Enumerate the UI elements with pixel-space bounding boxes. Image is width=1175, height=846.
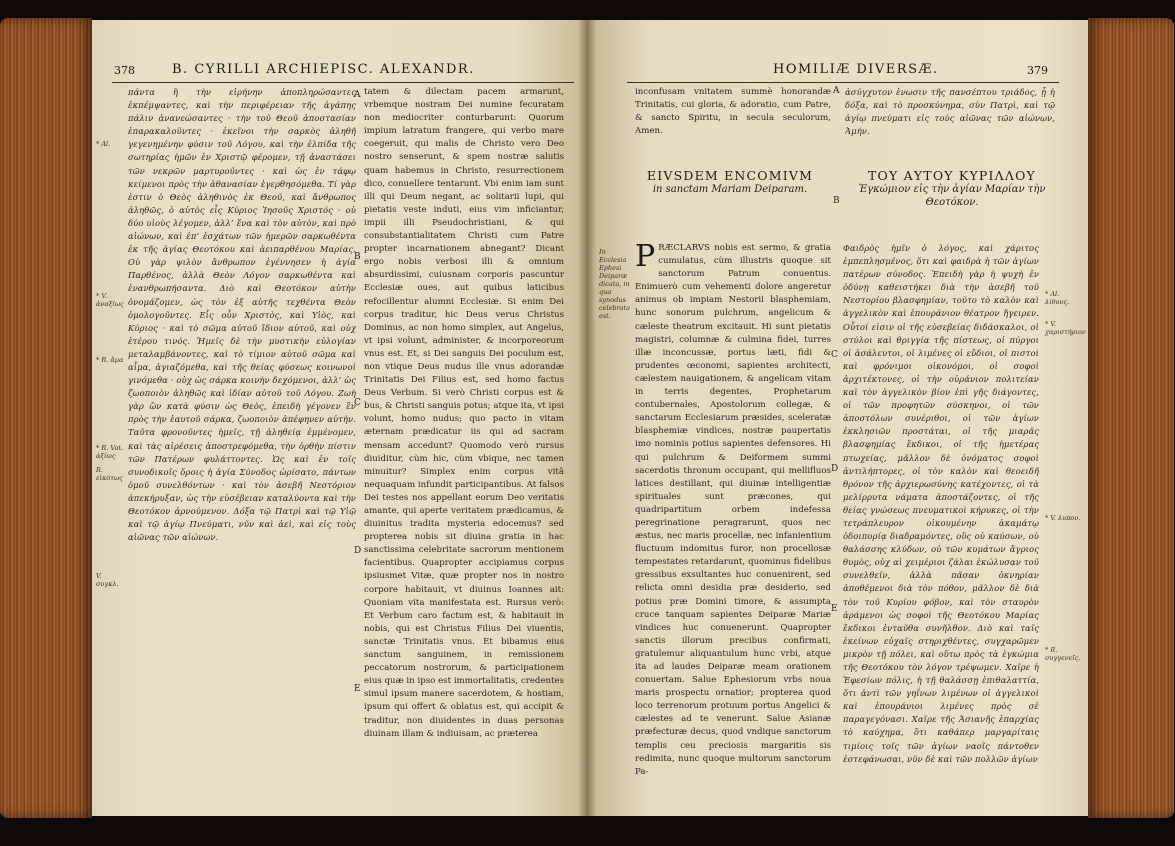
left-running-head: B. CYRILLI ARCHIEPISC. ALEXANDR. bbox=[172, 62, 475, 77]
left-margin-note-1: * Al. bbox=[96, 140, 111, 148]
left-margin-note-2: * V. ἀναξίως bbox=[96, 292, 124, 308]
section-letter-e: E bbox=[354, 684, 361, 694]
latin-homily-heading bbox=[627, 168, 833, 196]
greek-heading-line-2: Ἐγκώμιον εἰς τὴν ἁγίαν Μαρίαν τὴν Θεοτόκον. bbox=[858, 184, 1046, 208]
left-latin-column: tatem & dilectam pacem armarunt, vrbemque nostram Dei numine fecuratam non mediocriter conturbarunt: Quorum impium latratum frangere, qui verbo mare coegeruit, qui malis de Christo vero Deo nostro senserunt, & spem nostræ salutis quam habemus in Christo, resurrectionem dico, conuellere tentarunt. Vbi enim iam sunt illi qui Deum negant, ac solitarii lupi, qui pietatis veste induti, eius vim inficiantur, impii illi Pseudochristiani, & qui consubstantialitatem Christi cum Patre propter incarnationem abnegant? Dicant ergo nobis verbosi illi & omnium absurdissimi, cuiusnam corporis pascuntur Ecclesiæ oues, aut quibus laticibus refocillentur alumni Ecclesiæ. Si enim Dei corpus traditur, hic Deus verus Christus Dominus, ac non homo simplex, aut Angelus, vt ipsi volunt, administer, & incorporeorum vnus est. Et, si Dei sanguis Dei poculum est, non vtique Deus nudus ille vnus adorandæ Trinitatis Dei Filius est, sed homo factus Deus Verbum. Si verò Christi corpus est & bus, & Christi sanguis potus; atque ita, vt ipsi volunt, homo nudus; quo pacto in vitam æternam prædicatur iis qui ad sacram mensam accedunt? Quomodo verò rursus diuiditur, cùm hic, cùm vbique, nec tamen minuitur? Simplex enim corpus vitâ nequaquam infundit participantibus. At falsos Dei testes nos appellant eorum Deo veritatis amante, qui aperte veritatem prædicamus, & diuinitus tradita mysteria edocemus? sed propterea nobis sit diuina gratia in hac sanctissima celebritate sacrorum mentionem facientibus. Quapropter accipiamus corpus ipsiusmet Vitæ, quæ propter nos in nostro corpore habitauit, vt diuinus Ioannes ait: Quoniam vita manifestata est. Rursus verò: Et Verbum caro factum est, & habitauit in nobis, qui est Christus Filius Dei viuentis, sanctæ Trinitatis vnus. Et bibamus eius sanctum sanguinem, in remissionem peccatorum nostrorum, & participationem eius quæ in ipso est immortalitatis, credentes simul ipsum manere sacerdotem, & hostiam, ipsum qui offert & oblatus est, qui accipit & traditur, non diuidentes in duas personas diuinam illam & indiuisam, ac præterea bbox=[364, 87, 564, 739]
right-margin-note-4: * R. συγγενεῖς. bbox=[1045, 646, 1081, 662]
right-page-number: 379 bbox=[1027, 64, 1048, 77]
right-latin-column bbox=[635, 242, 831, 808]
left-page-number: 378 bbox=[114, 64, 135, 77]
right-top-greek: ἀσύγχυτον ἑνωσιν τῆς πανσέπτου τριάδος, ᾗ ἡ δόξα, καὶ τὸ προσκύνημα, σὺν Πατρὶ, καὶ τῷ ἁγίῳ πνεύματι εἰς τοὺς αἰῶνας τῶν αἰώνων, Ἀμήν. bbox=[845, 87, 1055, 137]
right-section-letter-c: C bbox=[831, 350, 838, 360]
left-page-edges bbox=[0, 18, 92, 818]
latin-dropcap: P bbox=[635, 242, 656, 274]
latin-heading-line-1: EIVSDEM ENCOMIVM bbox=[646, 168, 814, 183]
left-page bbox=[92, 20, 587, 816]
latin-heading-line-2: in sanctam Mariam Deiparam. bbox=[652, 184, 808, 195]
section-letter-d: D bbox=[354, 546, 362, 556]
section-letter-b: B bbox=[354, 252, 361, 262]
right-head-rule bbox=[627, 82, 1059, 83]
right-section-letter-d: D bbox=[831, 464, 839, 474]
right-section-letter-e: E bbox=[831, 604, 838, 614]
right-greek-column: Φαιδρὸς ἡμῖν ὁ λόγος, καὶ χάριτος ἐμπεπλησμένος, ὅτι καὶ φαιδρὰ ἡ τῶν ἁγίων πατέρων σύνοδος. Ἐπειδὴ γὰρ ἡ ψυχὴ ἐν ὀδύνῃ καθειστήκει διὰ τὴν ἀσεβῆ τοῦ Νεστορίου βλασφημίαν, τοῦτο τὸ καλὸν καὶ ἀγγελικὸν καὶ ἐπουράνιον θέατρον ἤγειρεν. Οὗτοί εἰσιν οἱ τῆς εὐσεβείας διδάσκαλοι, οἱ στύλοι καὶ θριγγία τῆς πίστεως, οἱ πύργοι οἱ ἀσάλευτοι, οἱ λιμένες οἱ εὔδιοι, οἱ πιστοὶ καὶ φρόνιμοι οἰκονόμοι, οἱ σοφοὶ ἀρχιτέκτονες, οἱ τὴν οὐράνιον πολιτείαν καὶ τὸν ἀγγελικὸν βίον ἐπὶ γῆς διάγοντες, οἱ τῶν προφητῶν σύσκηνοι, οἱ τῶν ἀποστόλων συνέριθοι, οἱ τῶν ἁγίων ἐκκλησιῶν προστάται, οἱ τῆς μιαρᾶς βλασφημίας ἔκδικοι, οἱ τῆς ἡμετέρας πτωχείας, μᾶλλον δὲ ὀνόματος σοφοὶ ἀντιλήπτορες, οἱ τὸν καλὸν καὶ θεοειδῆ θρόνον τῆς ἀρχιερωσύνης κατέχοντες, οἱ τὰ μελίρρυτα νάματα ἀποστάζοντες, οἱ τῆς θείας γνώσεως πνευματικοὶ κήρυκες, οἱ τὴν τετράπλευρον οἰκουμένην ἀκαμάτῳ ὁδοιπορίᾳ διαδραμόντες, οὓς οὐ καύσων, οὐ θαλάσσης κλύδων, οὐ τῶν κυμάτων ἄγριος θυμὸς, οὐχ αἱ χειμέριοι ζάλαι ἐκώλυσαν τοῦ συνελθεῖν, ἀλλὰ πᾶσαν ὀκνηρίαν ἀποθέμενοι διὰ τὸν πόθον, μᾶλλον δὲ διὰ τὸν τοῦ Κυρίου φόβον, καὶ τὸν σταυρὸν ἀράμενοι ὡς σοφοὶ τῆς Θεοτόκου Μαρίας ἔκδικοι ἐνταῦθα συνῆλθον. Διὸ καὶ ταῖς ἐκείνων εὐχαῖς στηριχθέντες, συγχαρῶμεν μικρὸν τῇ πόλει, καὶ οὕτω πρὸς τὰ ἐγκώμια τῆς Θεοτόκου τὸν λόγον τρέψωμεν. Χαῖρε ἡ Ἐφεσίων πόλις, ἡ τῇ θαλάσσῃ ἐπιθαλαττία, ὅτι ἀντὶ τῶν γηΐνων λιμένων οἱ ἀγγελικοὶ καὶ ἐπουράνιοι λιμένες πρὸς σὲ παραγεγόνασι. Χαῖρε τῆς Ἀσιανῆς ἐπαρχίας τὸ καύχημα, ὅτι καθάπερ μαργαρίταις τιμίοις τοῖς τῶν ἁγίων ναοῖς πάντοθεν ἐστεφάνωσαι, νῦν δὲ καὶ τῶν πολλῶν ἁγίων bbox=[843, 243, 1039, 764]
right-page bbox=[587, 20, 1088, 816]
right-latin-text: RÆCLARVS nobis est sermo, & gratia cumulatus, cùm illustris quoque sit sanctorum Patrum conuentus. Enimuerò cum vehementi dolore angeretur animus ob impiam Nestorii blasphemiam, hunc sonorum pulchrum, angelicum & cæleste theatrum excitauit. Hi sunt pietatis magistri, columnæ & culmina fidei, turres illæ inconcussæ, portus læti, fidi & prudentes œconomi, sapientes architecti, cælestem nauigationem, & angelicam vitam in terris degentes, Prophetarum contubernales, Apostolorum collegæ, & sanctarum Ecclesiarum præsides, sceleratæ blasphemiæ vindices, nostræ paupertatis imo nominis potius sapientes defensores. Hi qui pulchrum & Deiformem summi sacerdotis thronum occupant, qui mellifluos latices destillant, qui diuinæ intelligentiæ spirituales sunt præcones, qui quadripartitum orbem indefessa peregrinatione peragrarunt, quos nec æstus, nec maris procellæ, nec infanientium fluctuum indomitus furor, non procellosæ tempestates retardarunt, quominus fidelibus gressibus exsultantes huc conuenirent, sed relicta omni desidia præ desiderio, sed potius præ Domini timore, & assumpta cruce tanquam sapientes Deiparæ Mariæ vindices huc conuenerunt. Quapropter sanctis illorum precibus confirmati, gratulemur aliquantulum hunc vrbi, atque ita ad laudes Deiparæ meam orationem conuertam. Salue Ephesiorum vrbs noua maris prospectu ornatior; propterea quod loco terrenorum protuum portus Angelici & cælestes ad te venerunt. Salue Asianæ præfecturæ decus, quod vndique sanctorum templis ceu preciosis margaritis sis redimita, nunc quoque multorum sanctorum Pa- bbox=[635, 243, 831, 777]
right-section-letter-a: A bbox=[833, 86, 840, 96]
right-margin-note-2: * V. χαριστήριον bbox=[1045, 320, 1086, 336]
right-margin-note-1: * Al. λίθους. bbox=[1045, 290, 1070, 306]
right-margin-note-3: * V. λυπου. bbox=[1045, 514, 1081, 522]
left-margin-note-5: R. εἰκότως bbox=[96, 466, 123, 482]
right-running-head: HOMILIÆ DIVERSÆ. bbox=[773, 62, 939, 77]
left-margin-note-3: * R. ἄμα bbox=[96, 356, 124, 364]
right-page-edges bbox=[1088, 18, 1174, 818]
left-greek-column: πάντα ἢ τὴν εἰρήνην ἀποπληρώσαντες ἐκπέμψαντες, καὶ τὴν περιφέρειαν τῆς ἀγάπης πάλιν ἀνανεώσαντες · τὴν τοῦ Θεοῦ ἀποστασίαν ἐπαρακαλοῦντες · ἐκεῖνοι τὴν σαρκὸς ἀληθῆ γεγενημένην φύσιν τοῦ Λόγου, καὶ τὴν ἐλπίδα τῆς σωτηρίας ἡμῶν ἐν Χριστῷ φέρομεν, τῇ ἀναστάσει τῶν νεκρῶν μαρτυροῦντες · καὶ ὡς ἐν τάφῳ κείμενοι πρὸς τὴν ἀθανασίαν ἐγερθησόμεθα. Τί γὰρ ἐστιν ὁ Θεὸς ἀληθινὸς ἐκ Θεοῦ, καὶ ἄνθρωπος ἀληθῶς, ὁ αὐτὸς εἷς Κύριος Ἰησοῦς Χριστός · οὐ δύο υἱοὺς λέγομεν, ἀλλ’ ἕνα καὶ τὸν αὐτὸν, καὶ πρὸ αἰώνων, καὶ ἐπ’ ἐσχάτων τῶν ἡμερῶν σαρκωθέντα ἐκ τῆς ἁγίας Θεοτόκου καὶ ἀειπαρθένου Μαρίας. Οὐ γὰρ ψιλὸν ἄνθρωπον ἐγέννησεν ἡ ἁγία Παρθένος, ἀλλὰ Θεὸν Λόγον σαρκωθέντα καὶ ἐνανθρωπήσαντα. Διὸ καὶ Θεοτόκον αὐτὴν ὀνομάζομεν, ὡς τὸν ἐξ αὐτῆς τεχθέντα Θεὸν ὁμολογοῦντες. Εἷς οὖν Χριστὸς, καὶ Υἱὸς, καὶ Κύριος · καὶ τὸ σῶμα αὐτοῦ ἴδιον αὐτοῦ, καὶ οὐχ ἑτέρου τινός. Ἡμεῖς δὲ τὴν μυστικὴν εὐλογίαν μεταλαμβάνοντες, καὶ τὸ τίμιον αὐτοῦ σῶμα καὶ αἷμα, ἁγιαζόμεθα, καὶ τῆς θείας φύσεως κοινωνοὶ γινόμεθα · οὐχ ὡς σάρκα κοινὴν δεχόμενοι, ἀλλ’ ὡς ζωοποιὸν ἀληθῶς καὶ ἰδίαν αὐτοῦ τοῦ Λόγου. Ζωὴ γὰρ ὢν κατὰ φύσιν ὡς Θεὸς, ἐπειδὴ γέγονεν ἓν πρὸς τὴν ἑαυτοῦ σάρκα, ζωοποιὸν ἀπέφηνεν αὐτήν. Ταῦτα φρονοῦντες ἡμεῖς, τῇ ἀληθείᾳ ἐμμένομεν, καὶ τὰς αἱρέσεις ἀποστρεφόμεθα, τὴν ὀρθὴν πίστιν τῶν Πατέρων φυλάττοντες. Ὡς καὶ ἐν τοῖς συνοδικοῖς ὅροις ἡ ἁγία Σύνοδος ὡρίσατο, πάντων ὁμοῦ συνελθόντων · καὶ τὸν ἀσεβῆ Νεστόριον ἀπεκήρυξαν, ὡς τὴν εὐσέβειαν καταλύοντα καὶ τὴν Θεοτόκον ἀρνούμενον. Δόξα τῷ Πατρὶ καὶ τῷ Υἱῷ καὶ τῷ ἁγίῳ Πνεύματι, νῦν καὶ ἀεὶ, καὶ εἰς τοὺς αἰῶνας τῶν αἰώνων. bbox=[128, 87, 356, 543]
left-head-rule bbox=[112, 82, 574, 83]
left-margin-note-6: V. συγκλ. bbox=[96, 572, 119, 588]
right-section-letter-b: B bbox=[833, 196, 840, 206]
right-top-latin: inconfusam vnitatem summè honorandæ Trinitatis, cui gloria, & adoratio, cum Patre, & sancto Spiritu, in secula seculorum, Amen. bbox=[635, 87, 831, 137]
left-margin-note-4: * R. Vat. ἀξίως bbox=[96, 444, 123, 460]
section-letter-c: C bbox=[354, 398, 361, 408]
section-letter-a: A bbox=[354, 90, 361, 100]
right-margin-note-ecclesia: In Ecclesia Ephesi Deiparæ dicata, in qua synodus celebrata est. bbox=[599, 248, 631, 320]
greek-heading-line-1: ΤΟΥ ΑΥΤΟΥ ΚΥΡΙΛΛΟΥ bbox=[868, 168, 1036, 183]
greek-homily-heading bbox=[849, 168, 1055, 209]
book-gutter bbox=[578, 20, 596, 816]
